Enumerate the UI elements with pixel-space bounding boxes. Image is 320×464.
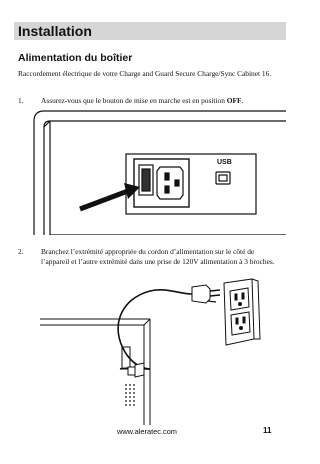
footer-url: www.aleratec.com <box>117 427 177 436</box>
page-title: Installation <box>18 23 92 39</box>
page-number: 11 <box>263 426 272 435</box>
step-1-text: Assurez-vous que le bouton de mise en marche est en position OFF. <box>41 96 244 105</box>
step-1 <box>18 96 280 106</box>
power-switch-figure <box>30 109 286 235</box>
power-cord-figure <box>40 277 286 425</box>
section-title: Alimentation du boîtier <box>18 52 133 64</box>
step-1-number: 1. <box>18 96 24 105</box>
arrow-icon <box>80 183 140 209</box>
intro-paragraph: Raccordement électrique de votre Charge and Guard Secure Charge/Sync Cabinet 16. <box>18 69 272 78</box>
usb-label: USB <box>217 159 232 166</box>
step-2 <box>18 247 280 266</box>
vent-holes <box>125 384 135 406</box>
step-1-bold: OFF <box>226 96 242 105</box>
step-2-number: 2. <box>18 247 24 256</box>
step-2-text: Branchez l’extrémité appropriée du cordon d’alimentation sur le côté de l’appareil et l’autre extrémité dans une prise de 120V alimentation à 3 broches. <box>41 247 275 266</box>
